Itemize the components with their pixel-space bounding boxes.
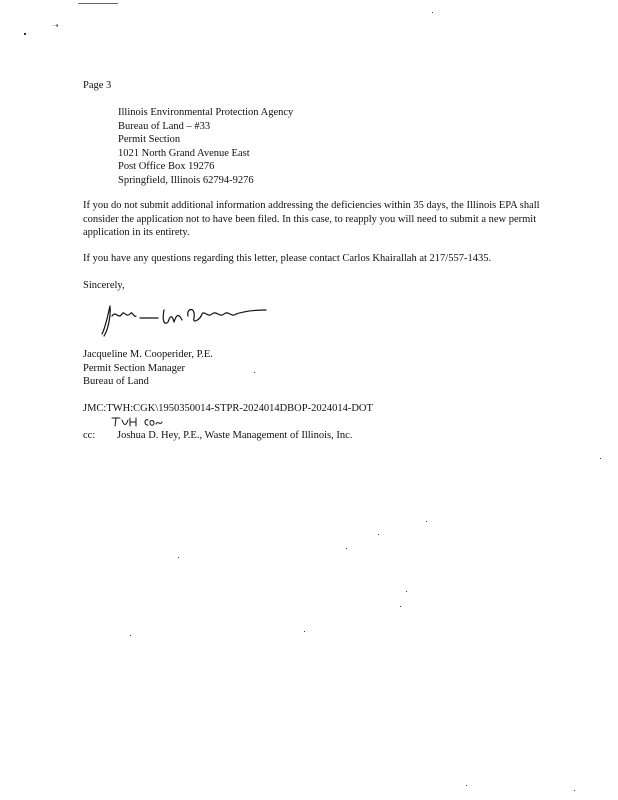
address-line: Bureau of Land – #33 (118, 120, 211, 132)
contact-paragraph: If you have any questions regarding this letter, please contact Carlos Khairallah at 217/557-1435. (83, 253, 492, 264)
scan-mark-arrow: ➝ (52, 21, 59, 30)
scan-speck (400, 606, 401, 607)
signer-bureau: Bureau of Land (83, 376, 149, 387)
handwritten-initials (110, 414, 170, 431)
address-line: Springfield, Illinois 62794-9276 (118, 174, 254, 186)
cc-recipient: Joshua D. Hey, P.E., Waste Management of Illinois, Inc. (117, 430, 353, 441)
closing: Sincerely, (83, 280, 125, 291)
scan-speck (426, 521, 427, 522)
scan-speck (178, 557, 179, 558)
cc-line (83, 430, 352, 441)
signer-block (83, 348, 213, 389)
scan-speck (432, 12, 433, 13)
scan-speck (346, 548, 347, 549)
address-line: Post Office Box 19276 (118, 161, 215, 172)
scan-speck (24, 33, 26, 35)
address-line: Permit Section (118, 134, 181, 145)
signer-title: Permit Section Manager (83, 362, 186, 374)
cc-label: cc: (83, 430, 96, 441)
scan-speck (406, 591, 407, 592)
address-block (118, 106, 293, 187)
signature-image (96, 296, 276, 342)
scan-speck (574, 790, 575, 791)
scan-speck (304, 631, 305, 632)
scan-speck (466, 785, 467, 786)
scan-speck (600, 458, 601, 459)
page-label: Page 3 (83, 80, 112, 91)
reference-line: JMC:TWH:CGK\1950350014-STPR-2024014DBOP-2024014-DOT (83, 403, 373, 414)
scan-mark-top (78, 3, 118, 4)
address-line: Illinois Environmental Protection Agency (118, 107, 294, 118)
deficiency-paragraph: If you do not submit additional information addressing the deficiencies within 35 days, the Illinois EPA shall consider the application not to have been filed. In this case, to reapply you will need to submit a new permit application in its entirety. (83, 200, 540, 238)
signature (96, 296, 276, 342)
signer-name: Jacqueline M. Cooperider, P.E. (83, 349, 213, 360)
address-line: 1021 North Grand Avenue East (118, 147, 250, 159)
initials-image (110, 414, 170, 428)
scan-speck (254, 372, 255, 373)
scan-speck (378, 534, 379, 535)
scan-speck (130, 635, 131, 636)
